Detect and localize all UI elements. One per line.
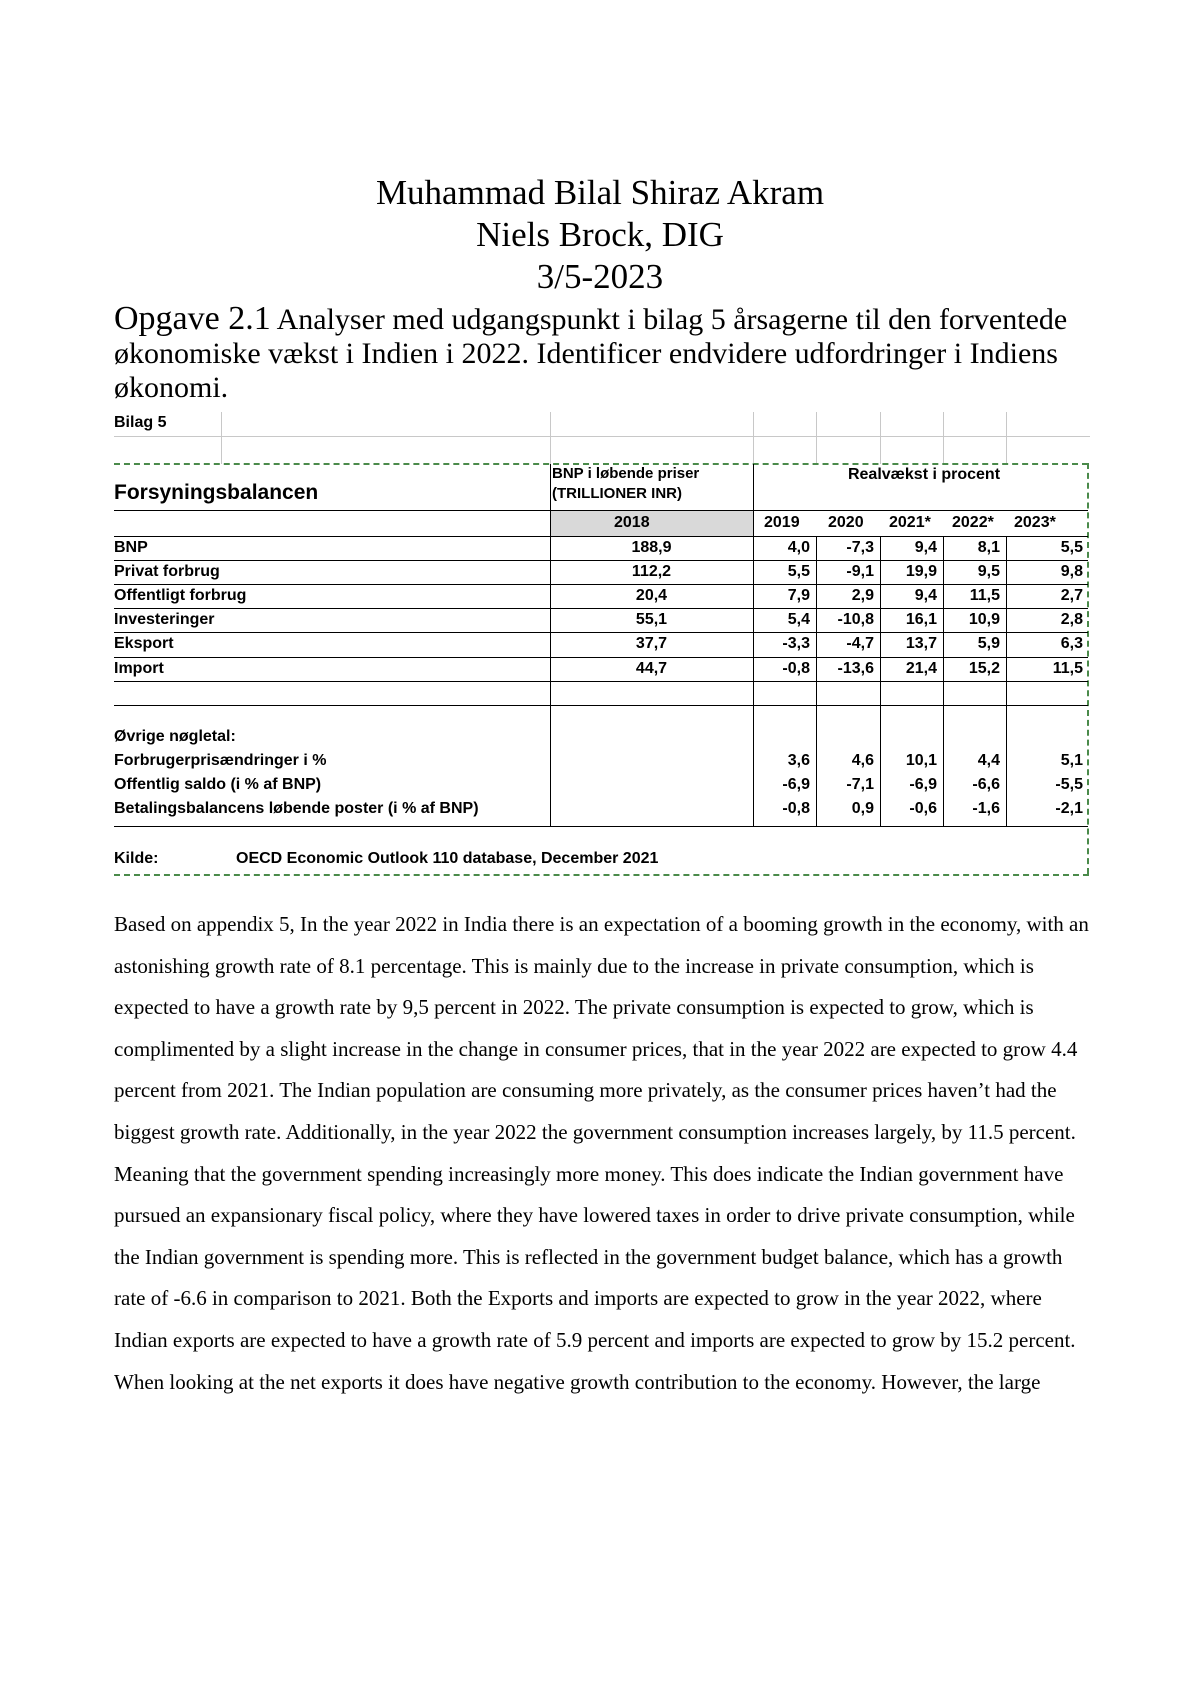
- table-cell: -1,6: [972, 800, 1000, 817]
- appendix-caption: Bilag 5: [114, 414, 167, 431]
- sheet-gridline: [880, 412, 881, 464]
- table-cell: 37,7: [635, 635, 668, 652]
- row-label: Eksport: [114, 635, 174, 652]
- body-paragraph: Based on appendix 5, In the year 2022 in India there is an expectation of a booming growth in the economy, with an astonishing growth rate of 8.1 percentage. This is mainly due to the increase in private consumption, which is expected to have a growth rate by 9,5 percent in 2022. The private consumption is expected to grow, which is complimented by a slight increase in the change in consumer prices, that in the year 2022 are expected to grow 4.4 percent from 2021. The Indian population are consuming more privately, as the consumer prices haven’t had the biggest growth rate. Additionally, in the year 2022 the government consumption increases largely, by 11.5 percent. Meaning that the government spending increasingly more money. This does indicate the Indian government have pursued an expansionary fiscal policy, where they have lowered taxes in order to drive private consumption, while the Indian government is spending more. This is reflected in the government budget balance, which has a growth rate of -6.6 in comparison to 2021. Both the Exports and imports are expected to grow in the year 2022, where Indian exports are expected to have a growth rate of 5.9 percent and imports are expected to grow by 15.2 percent. When looking at the net exports it does have negative growth contribution to the economy. However, the large: [114, 912, 1089, 1394]
- table-cell: 19,9: [905, 563, 937, 580]
- document-date: 3/5-2023: [536, 257, 664, 296]
- author-name: Muhammad Bilal Shiraz Akram: [375, 173, 825, 212]
- row-label: Import: [114, 660, 164, 677]
- table-cell: 2,8: [1060, 611, 1083, 628]
- year-header: 2019: [764, 514, 800, 531]
- sheet-gridline: [753, 412, 754, 464]
- year-header: 2022*: [952, 514, 994, 531]
- table-cell: 2,9: [851, 587, 874, 604]
- task-text: Analyser med udgangspunkt i bilag 5 årsagerne til den forventede økonomiske vækst i Indien i 2022. Identificer endvidere udfordringer i Indiens økonomi.: [114, 303, 1068, 404]
- table-cell: 2,7: [1060, 587, 1083, 604]
- document-header: [0, 172, 1200, 298]
- table-cell: 11,5: [1052, 660, 1083, 677]
- table-cell: 7,9: [787, 587, 810, 604]
- year-2018-shading: [550, 510, 753, 536]
- row-line: [114, 681, 1088, 682]
- table-cell: 9,8: [1060, 563, 1083, 580]
- table-cell: 4,0: [787, 539, 810, 556]
- table-cell: -6,6: [972, 776, 1000, 793]
- row-label: BNP: [114, 539, 148, 556]
- row-line: [114, 705, 1088, 706]
- table-cell: -7,1: [846, 776, 874, 793]
- row-label: Betalingsbalancens løbende poster (i % af BNP): [114, 800, 479, 817]
- table-cell: 5,5: [787, 563, 810, 580]
- table-cell: -6,9: [782, 776, 810, 793]
- table-cell: 5,5: [1060, 539, 1083, 556]
- source-text: OECD Economic Outlook 110 database, December 2021: [236, 850, 659, 867]
- table-cell: 9,4: [914, 539, 937, 556]
- row-label: Offentligt forbrug: [114, 587, 247, 604]
- row-line: [114, 632, 1088, 633]
- table-cell: 112,2: [631, 563, 672, 580]
- table-cell: 6,3: [1060, 635, 1083, 652]
- table-cell: -13,6: [837, 660, 874, 677]
- table-cell: 16,1: [905, 611, 937, 628]
- task-number: Opgave 2.1: [114, 300, 271, 337]
- row-label: Offentlig saldo (i % af BNP): [114, 776, 322, 793]
- table-cell: 188,9: [631, 539, 672, 556]
- year-header: 2020: [828, 514, 864, 531]
- table-cell: 9,4: [914, 587, 937, 604]
- table-cell: 5,4: [787, 611, 810, 628]
- year-header: 2023*: [1014, 514, 1056, 531]
- table-cell: 4,4: [977, 752, 1000, 769]
- sheet-gridline: [943, 412, 944, 464]
- table-border-right: [1087, 463, 1089, 874]
- table-cell: 11,5: [969, 587, 1000, 604]
- table-cell: 44,7: [635, 660, 668, 677]
- row-line: [114, 560, 1088, 561]
- bnp-header-line1: BNP i løbende priser: [552, 465, 700, 482]
- table-cell: 10,9: [968, 611, 1000, 628]
- table-cell: 9,5: [977, 563, 1000, 580]
- sheet-gridline: [1006, 412, 1007, 464]
- row-line: [114, 584, 1088, 585]
- table-cell: -6,9: [909, 776, 937, 793]
- table-cell: 20,4: [635, 587, 668, 604]
- table-cell: 13,7: [905, 635, 937, 652]
- sheet-gridline: [816, 412, 817, 464]
- row-line: [114, 510, 1088, 511]
- table-cell: -10,8: [837, 611, 874, 628]
- table-cell: -0,8: [782, 800, 810, 817]
- other-figures-title: Øvrige nøgletal:: [114, 728, 236, 745]
- task-heading: [114, 302, 1114, 405]
- row-line: [114, 657, 1088, 658]
- growth-column-header: Realvækst i procent: [847, 466, 1001, 483]
- table-cell: 8,1: [977, 539, 1000, 556]
- bnp-column-header: [552, 464, 752, 504]
- sheet-gridline: [550, 412, 551, 464]
- table-cell: 5,9: [977, 635, 1000, 652]
- table-border-bottom: [114, 874, 1089, 876]
- year-header: 2021*: [889, 514, 931, 531]
- table-cell: 5,1: [1060, 752, 1083, 769]
- table-cell: 4,6: [851, 752, 874, 769]
- row-line: [114, 826, 1088, 827]
- sheet-gridline: [221, 412, 222, 464]
- school-name: Niels Brock, DIG: [476, 215, 724, 254]
- table-cell: -2,1: [1055, 800, 1083, 817]
- row-label: Forbrugerprisændringer i %: [114, 752, 327, 769]
- table-cell: -3,3: [782, 635, 810, 652]
- row-line: [114, 608, 1088, 609]
- table-cell: -9,1: [846, 563, 874, 580]
- row-label: Investeringer: [114, 611, 215, 628]
- table-cell: 15,2: [968, 660, 1000, 677]
- table-cell: 3,6: [787, 752, 810, 769]
- source-label: Kilde:: [114, 850, 159, 867]
- table-cell: 21,4: [905, 660, 937, 677]
- table-cell: -4,7: [846, 635, 874, 652]
- row-line: [114, 536, 1088, 537]
- table-cell: 10,1: [905, 752, 937, 769]
- bnp-header-line2: (TRILLIONER INR): [552, 485, 682, 502]
- row-label: Privat forbrug: [114, 563, 220, 580]
- sheet-gridline: [114, 436, 1090, 437]
- table-cell: 0,9: [851, 800, 874, 817]
- table-cell: 55,1: [635, 611, 668, 628]
- table-cell: -5,5: [1055, 776, 1083, 793]
- table-cell: -0,6: [909, 800, 937, 817]
- year-header: 2018: [614, 514, 650, 531]
- table-title: Forsyningsbalancen: [114, 481, 319, 504]
- appendix-table: [114, 412, 1090, 876]
- table-cell: -7,3: [846, 539, 874, 556]
- table-cell: -0,8: [782, 660, 810, 677]
